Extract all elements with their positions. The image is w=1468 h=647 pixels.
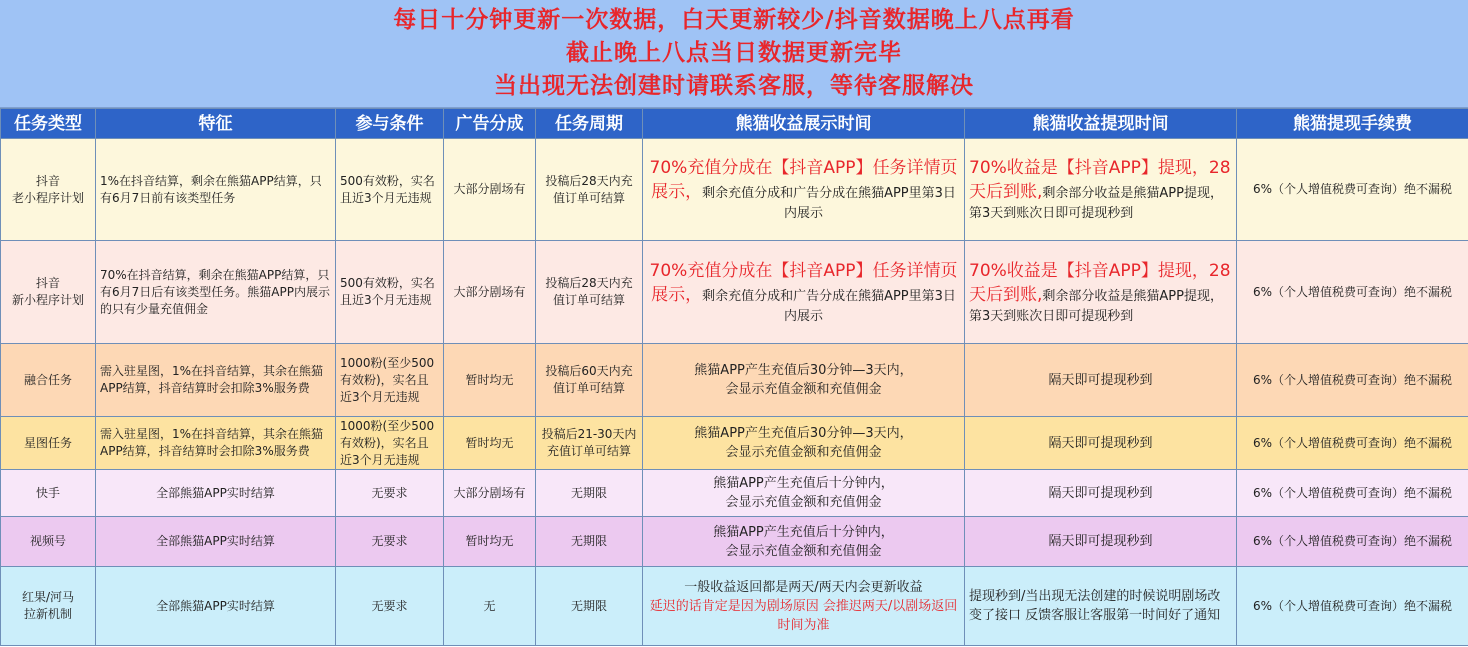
cell-ad-share: 暂时均无 bbox=[444, 344, 536, 417]
type-line-2: 拉新机制 bbox=[23, 607, 72, 621]
cell-show-time bbox=[643, 417, 965, 470]
cell-condition: 500有效粉，实名且近3个月无违规 bbox=[336, 139, 444, 241]
cell-withdraw-time: 提现秒到/当出现无法创建的时候说明剧场改变了接口 反馈客服让客服第一时间好了通知 bbox=[965, 567, 1237, 646]
header-condition: 参与条件 bbox=[336, 109, 444, 139]
type-line-2: 新小程序计划 bbox=[11, 293, 84, 307]
table-row bbox=[1, 139, 1468, 241]
cell-withdraw-time: 隔天即可提现秒到 bbox=[965, 517, 1237, 567]
cell-feature: 需入驻星图，1%在抖音结算，其余在熊猫APP结算，抖音结算时会扣除3%服务费 bbox=[96, 417, 336, 470]
cell-fee: 6%（个人增值税费可查询）绝不漏税 bbox=[1237, 567, 1468, 646]
cell-feature: 全部熊猫APP实时结算 bbox=[96, 517, 336, 567]
show-time-line-1: 熊猫APP产生充值后30分钟—3天内， bbox=[694, 363, 913, 378]
type-line-1: 红果/河马 bbox=[21, 590, 75, 604]
cell-cycle: 无期限 bbox=[536, 470, 643, 517]
cell-show-time bbox=[643, 517, 965, 567]
cell-condition: 1000粉(至少500有效粉)，实名且近3个月无违规 bbox=[336, 417, 444, 470]
cell-feature: 需入驻星图，1%在抖音结算，其余在熊猫APP结算，抖音结算时会扣除3%服务费 bbox=[96, 344, 336, 417]
cell-ad-share: 暂时均无 bbox=[444, 517, 536, 567]
cell-task-type bbox=[1, 241, 96, 344]
header-show-time: 熊猫收益展示时间 bbox=[643, 109, 965, 139]
cell-ad-share: 大部分剧场有 bbox=[444, 139, 536, 241]
cell-ad-share: 大部分剧场有 bbox=[444, 470, 536, 517]
cell-fee: 6%（个人增值税费可查询）绝不漏税 bbox=[1237, 517, 1468, 567]
cell-cycle: 投稿后60天内充值订单可结算 bbox=[536, 344, 643, 417]
table-row bbox=[1, 470, 1468, 517]
cell-cycle: 无期限 bbox=[536, 567, 643, 646]
withdraw-rest: 剩余部分收益是熊猫APP提现，第3天到账次日即可提现秒到 bbox=[969, 288, 1223, 324]
cell-feature: 全部熊猫APP实时结算 bbox=[96, 470, 336, 517]
type-line-1: 抖音 bbox=[35, 276, 60, 290]
cell-cycle: 无期限 bbox=[536, 517, 643, 567]
show-time-rest: 剩余充值分成和广告分成在熊猫APP里第3日内展示 bbox=[702, 288, 956, 324]
table-row bbox=[1, 241, 1468, 344]
cell-show-time bbox=[643, 139, 965, 241]
cell-fee: 6%（个人增值税费可查询）绝不漏税 bbox=[1237, 241, 1468, 344]
show-time-delay-note: 延迟的话肯定是因为剧场原因 会推迟两天/以剧场返回时间为准 bbox=[649, 598, 958, 633]
table-row bbox=[1, 344, 1468, 417]
cell-feature: 1%在抖音结算，剩余在熊猫APP结算，只有6月7日前有该类型任务 bbox=[96, 139, 336, 241]
cell-cycle: 投稿后28天内充值订单可结算 bbox=[536, 139, 643, 241]
cell-fee: 6%（个人增值税费可查询）绝不漏税 bbox=[1237, 470, 1468, 517]
type-line-2: 老小程序计划 bbox=[11, 190, 84, 205]
notice-line-3: 当出现无法创建时请联系客服，等待客服解决 bbox=[494, 73, 974, 99]
table-header-row bbox=[1, 109, 1468, 139]
table-row bbox=[1, 517, 1468, 567]
cell-withdraw-time: 隔天即可提现秒到 bbox=[965, 344, 1237, 417]
header-cycle: 任务周期 bbox=[536, 109, 643, 139]
withdraw-highlight: 70%收益是【抖音APP】提现，28天后到账, bbox=[969, 260, 1231, 305]
show-time-highlight: 70%充值分成在【抖音APP】任务详情页展示， bbox=[649, 260, 958, 305]
cell-condition: 无要求 bbox=[336, 517, 444, 567]
cell-task-type: 融合任务 bbox=[1, 344, 96, 417]
notice-line-2: 截止晚上八点当日数据更新完毕 bbox=[566, 40, 902, 66]
cell-condition: 1000粉(至少500有效粉)，实名且近3个月无违规 bbox=[336, 344, 444, 417]
cell-withdraw-time: 隔天即可提现秒到 bbox=[965, 470, 1237, 517]
cell-task-type: 星图任务 bbox=[1, 417, 96, 470]
header-fee: 熊猫提现手续费 bbox=[1237, 109, 1468, 139]
show-time-line-2: 会显示充值金额和充值佣金 bbox=[725, 543, 882, 559]
cell-withdraw-time bbox=[965, 139, 1237, 241]
cell-show-time bbox=[643, 344, 965, 417]
cell-cycle: 投稿后21-30天内充值订单可结算 bbox=[536, 417, 643, 470]
cell-ad-share: 暂时均无 bbox=[444, 417, 536, 470]
cell-show-time bbox=[643, 470, 965, 517]
cell-task-type bbox=[1, 567, 96, 646]
withdraw-rest: 剩余部分收益是熊猫APP提现，第3天到账次日即可提现秒到 bbox=[969, 186, 1223, 221]
cell-ad-share: 无 bbox=[444, 567, 536, 646]
show-time-line-2: 会显示充值金额和充值佣金 bbox=[725, 445, 882, 460]
header-task-type: 任务类型 bbox=[1, 109, 96, 139]
show-time-line-1: 熊猫APP产生充值后十分钟内， bbox=[713, 524, 894, 540]
show-time-line-2: 会显示充值金额和充值佣金 bbox=[725, 495, 882, 510]
table-row bbox=[1, 417, 1468, 470]
cell-condition: 500有效粉，实名且近3个月无违规 bbox=[336, 241, 444, 344]
cell-feature: 70%在抖音结算，剩余在熊猫APP结算，只有6月7日后有该类型任务。熊猫APP内展示的只有少量充值佣金 bbox=[96, 241, 336, 344]
type-line-1: 抖音 bbox=[35, 173, 60, 188]
cell-show-time bbox=[643, 241, 965, 344]
cell-show-time bbox=[643, 567, 965, 646]
withdraw-highlight: 70%收益是【抖音APP】提现，28天后到账, bbox=[969, 158, 1231, 202]
task-table bbox=[0, 108, 1468, 646]
show-time-line-2: 会显示充值金额和充值佣金 bbox=[725, 382, 882, 397]
notice-banner bbox=[0, 0, 1468, 108]
cell-condition: 无要求 bbox=[336, 567, 444, 646]
header-ad-share: 广告分成 bbox=[444, 109, 536, 139]
cell-task-type: 快手 bbox=[1, 470, 96, 517]
cell-fee: 6%（个人增值税费可查询）绝不漏税 bbox=[1237, 417, 1468, 470]
header-withdraw-time: 熊猫收益提现时间 bbox=[965, 109, 1237, 139]
table-row bbox=[1, 567, 1468, 646]
show-time-line-1: 熊猫APP产生充值后30分钟—3天内， bbox=[694, 426, 913, 441]
show-time-highlight: 70%充值分成在【抖音APP】任务详情页展示， bbox=[649, 158, 958, 202]
cell-ad-share: 大部分剧场有 bbox=[444, 241, 536, 344]
cell-condition: 无要求 bbox=[336, 470, 444, 517]
cell-feature: 全部熊猫APP实时结算 bbox=[96, 567, 336, 646]
cell-fee: 6%（个人增值税费可查询）绝不漏税 bbox=[1237, 344, 1468, 417]
cell-withdraw-time: 隔天即可提现秒到 bbox=[965, 417, 1237, 470]
cell-withdraw-time bbox=[965, 241, 1237, 344]
cell-task-type: 视频号 bbox=[1, 517, 96, 567]
header-feature: 特征 bbox=[96, 109, 336, 139]
cell-fee: 6%（个人增值税费可查询）绝不漏税 bbox=[1237, 139, 1468, 241]
show-time-line-1: 一般收益返回都是两天/两天内会更新收益 bbox=[684, 579, 923, 595]
cell-cycle: 投稿后28天内充值订单可结算 bbox=[536, 241, 643, 344]
show-time-line-1: 熊猫APP产生充值后十分钟内， bbox=[713, 476, 894, 491]
notice-line-1: 每日十分钟更新一次数据，白天更新较少/抖音数据晚上八点再看 bbox=[393, 7, 1075, 33]
cell-task-type bbox=[1, 139, 96, 241]
show-time-rest: 剩余充值分成和广告分成在熊猫APP里第3日内展示 bbox=[702, 186, 956, 221]
